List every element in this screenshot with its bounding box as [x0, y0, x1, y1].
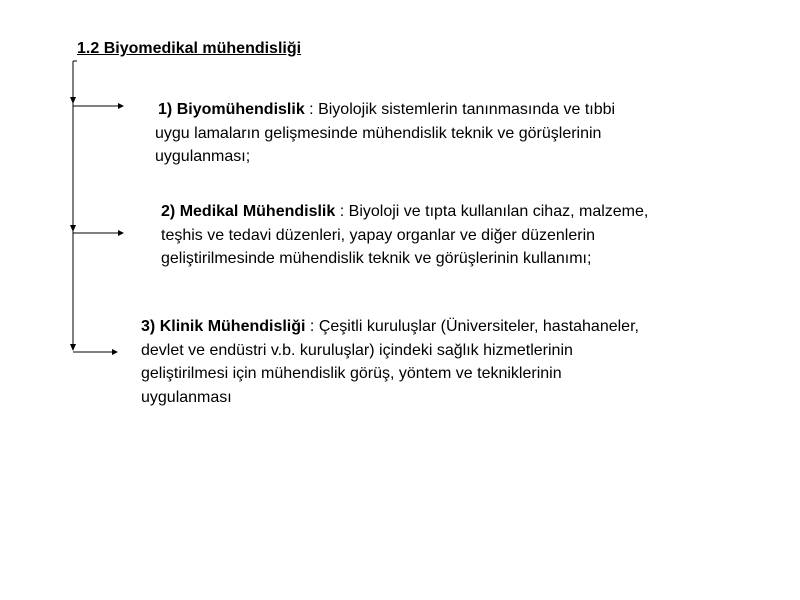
section-title: 1.2 Biyomedikal mühendisliği [77, 40, 302, 57]
definition-term: Medikal Mühendislik [179, 203, 336, 220]
down-arrow-icon [70, 97, 76, 104]
definition-text: Çeşitli kuruluşlar (Üniversiteler, hastahaneler, [318, 318, 639, 335]
definition-line: geliştirilmesinde mühendislik teknik ve görüşlerinin kullanımı; [161, 250, 592, 267]
definition-line: uygulanması [141, 388, 232, 406]
definition-number: 3) [141, 318, 156, 335]
definition-term: Biyomühendislik [176, 101, 305, 118]
definition-line: uygulanması; [155, 148, 251, 165]
definition-term: Klinik Mühendisliği [159, 318, 306, 335]
definition-item-biomedical-engineering [155, 98, 615, 169]
definition-item-medical-engineering [161, 200, 648, 271]
definition-first-line [161, 200, 648, 224]
definition-separator: : [309, 101, 314, 118]
down-arrow-icon [70, 344, 76, 351]
definition-line: geliştirilmesi için mühendislik görüş, yöntem ve tekniklerinin [141, 365, 562, 382]
right-arrow-icon [118, 230, 124, 236]
definition-separator: : [339, 203, 345, 220]
definition-line: devlet ve endüstri v.b. kuruluşlar) içindeki sağlık hizmetlerinin [141, 341, 573, 359]
definition-first-line [141, 315, 639, 339]
definition-text: Biyolojik sistemlerin tanınmasında ve tıbbi [318, 101, 616, 118]
definition-line: teşhis ve tedavi düzenleri, yapay organlar ve diğer düzenlerin [161, 226, 596, 244]
definition-line: uygu lamaların gelişmesinde mühendislik teknik ve görüşlerinin [155, 124, 602, 142]
definition-item-clinical-engineering [141, 315, 639, 409]
definition-separator: : [309, 318, 315, 335]
definition-first-line [155, 98, 615, 122]
definition-number: 1) [158, 101, 173, 118]
right-arrow-icon [118, 103, 124, 109]
down-arrow-icon [70, 225, 76, 232]
definition-number: 2) [161, 203, 176, 220]
definition-text: Biyoloji ve tıpta kullanılan cihaz, malzeme, [348, 203, 649, 220]
right-arrow-icon [112, 349, 118, 355]
